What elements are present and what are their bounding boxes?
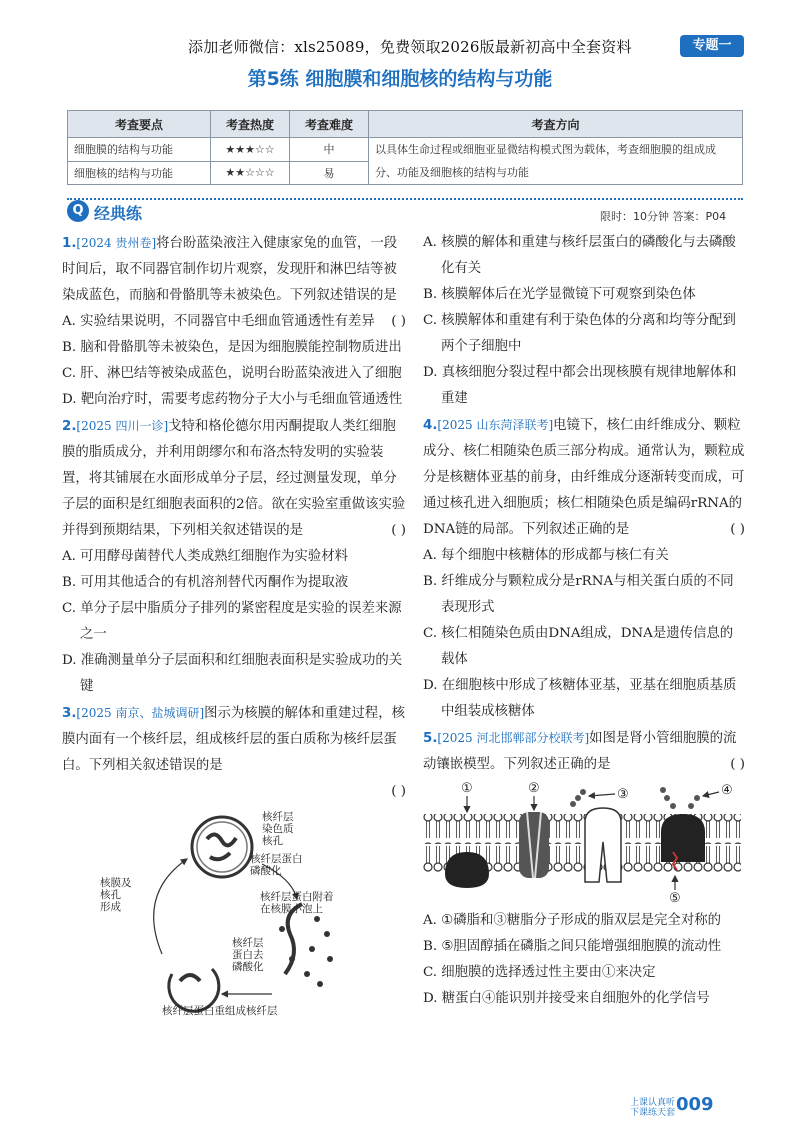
question-source: [2025 山东菏泽联考] — [437, 418, 554, 432]
cell-point: 细胞膜的结构与功能 — [68, 138, 211, 162]
question-source: [2025 四川一诊] — [76, 419, 169, 433]
figure-label: 蛋白去 — [232, 949, 264, 961]
figure-number: ④ — [721, 783, 733, 798]
option-b: B. 核膜解体后在光学显微镜下可观察到染色体 — [423, 287, 696, 302]
cell-heat: ★★★☆☆ — [211, 138, 290, 162]
col-header-heat: 考查热度 — [211, 111, 290, 138]
option-d: D. 准确测量单分子层面积和红细胞表面积是实验成功的关键 — [62, 653, 403, 694]
option-c: C. 核仁相随染色质由DNA组成，DNA是遗传信息的载体 — [423, 626, 734, 667]
section-meta: 限时：10分钟 答案：P04 — [600, 210, 727, 223]
figure-label: 在核膜小泡上 — [260, 903, 323, 915]
figure-number: ③ — [617, 787, 629, 802]
question-text: 将台盼蓝染液注入健康家兔的血管，一段时间后，取不同器官制作切片观察，发现肝和淋巴结等被染成蓝色，而脑和骨骼肌等未被染色。下列叙述错误的是 — [62, 236, 398, 303]
option-a: A. 每个细胞中核糖体的形成都与核仁有关 — [423, 548, 669, 563]
option-a: A. 核膜的解体和重建与核纤层蛋白的磷酸化与去磷酸化有关 — [423, 235, 736, 276]
page-number: 009 — [676, 1094, 714, 1115]
option-a: A. 实验结果说明，不同器官中毛细血管通透性有差异 — [62, 314, 375, 329]
figure-label: 核孔 — [262, 835, 283, 847]
nuclear-envelope-figure — [102, 809, 362, 1019]
option-c: C. 核膜解体和重建有利于染色体的分离和均等分配到两个子细胞中 — [423, 313, 736, 354]
cell-point: 细胞核的结构与功能 — [68, 161, 211, 185]
membrane-model-figure — [423, 781, 741, 906]
option-d: D. 糖蛋白④能识别并接受来自细胞外的化学信号 — [423, 991, 710, 1006]
question-source: [2025 河北邯郸部分校联考] — [437, 731, 590, 745]
question-stem — [423, 725, 745, 778]
figure-label: 核膜及 — [100, 877, 132, 889]
cell-difficulty: 中 — [290, 138, 369, 162]
col-header-difficulty: 考查难度 — [290, 111, 369, 138]
figure-label: 磷酸化 — [250, 865, 282, 877]
figure-label: 磷酸化 — [232, 961, 264, 973]
question-text: 戈特和格伦德尔用丙酮提取人类红细胞膜的脂质成分，并利用朗缪尔和布洛杰特发明的实验装置，将其铺展在水面形成单分子层，经过测量发现，单分子层的面积是红细胞表面积的2倍。欲在实验室重做该实验并得到预期结果，下列相关叙述错误的是 — [62, 419, 406, 538]
question-4 — [423, 412, 745, 725]
cell-heat: ★★☆☆☆ — [211, 161, 290, 185]
option-a: A. 可用酵母菌替代人类成熟红细胞作为实验材料 — [62, 549, 348, 564]
figure-label: 核纤层蛋白 — [250, 853, 303, 865]
answer-paren: ( ) — [391, 314, 406, 329]
cell-direction: 以具体生命过程或细胞亚显微结构模式图为载体，考查细胞膜的组成成分、功能及细胞核的结构与功能 — [369, 138, 743, 185]
question-stem — [62, 413, 406, 544]
question-3 — [62, 700, 406, 1019]
section-q-icon: Q — [67, 200, 89, 222]
question-number: 4. — [423, 418, 438, 433]
topic-badge: 专题一 — [680, 35, 744, 57]
footer-logo — [630, 1098, 675, 1118]
option-c: C. 肝、淋巴结等被染成蓝色，说明台盼蓝染液进入了细胞 — [62, 366, 402, 381]
figure-label: 核纤层蛋白附着 — [260, 891, 334, 903]
col-header-direction: 考查方向 — [369, 111, 743, 138]
question-number: 1. — [62, 236, 77, 251]
figure-caption: 核纤层蛋白重组成核纤层 — [162, 1005, 278, 1017]
question-number: 3. — [62, 706, 77, 721]
option-b: B. 纤维成分与颗粒成分是rRNA与相关蛋白质的不同表现形式 — [423, 574, 734, 615]
cell-difficulty: 易 — [290, 161, 369, 185]
figure-number: ② — [528, 781, 540, 796]
question-stem — [62, 700, 406, 805]
footer-logo-bottom: 下课练天套 — [630, 1108, 676, 1118]
figure-label: 核孔 — [100, 889, 121, 901]
footer-logo-top: 上课认真听 — [630, 1098, 676, 1108]
exam-points-table — [67, 110, 743, 185]
question-source: [2025 南京、盐城调研] — [76, 706, 205, 720]
answer-paren: ( ) — [730, 522, 745, 537]
question-text: 电镜下，核仁由纤维成分、颗粒成分、核仁相随染色质三部分构成。通常认为，颗粒成分是核糖体亚基的前身，由纤维成分逐渐转变而成，可通过核孔进入细胞质；核仁相随染色质是编码rRNA的DNA链的局部。下列叙述正确的是 — [423, 418, 745, 537]
figure-number: ⑤ — [669, 891, 681, 906]
nuclear-envelope-diagram — [102, 809, 362, 1019]
option-c: C. 细胞膜的选择透过性主要由①来决定 — [423, 965, 656, 980]
question-2 — [62, 413, 406, 700]
question-stem — [423, 412, 745, 543]
question-1 — [62, 230, 406, 413]
option-d: D. 靶向治疗时，需要考虑药物分子大小与毛细血管通透性 — [62, 392, 403, 407]
option-a: A. ①磷脂和③糖脂分子形成的脂双层是完全对称的 — [423, 913, 721, 928]
section-title: 经典练 — [94, 204, 143, 223]
question-text: 图示为核膜的解体和重建过程，核膜内面有一个核纤层，组成核纤层的蛋白质称为核纤层蛋白。下列相关叙述错误的是 — [62, 706, 405, 773]
option-b: B. 脑和骨骼肌等未被染色，是因为细胞膜能控制物质进出 — [62, 340, 402, 355]
option-b: B. 可用其他适合的有机溶剂替代丙酮作为提取液 — [62, 575, 349, 590]
page-title: 第5练 细胞膜和细胞核的结构与功能 — [247, 68, 553, 90]
figure-label: 核纤层 — [262, 811, 294, 823]
col-header-point: 考查要点 — [68, 111, 211, 138]
option-d: D. 真核细胞分裂过程中都会出现核膜有规律地解体和重建 — [423, 365, 737, 406]
right-column — [423, 230, 745, 1012]
option-b: B. ⑤胆固醇插在磷脂之间只能增强细胞膜的流动性 — [423, 939, 722, 954]
answer-paren: ( ) — [391, 523, 406, 538]
question-text: 如图是肾小管细胞膜的流动镶嵌模型。下列叙述正确的是 — [423, 731, 737, 772]
answer-paren: ( ) — [391, 784, 406, 799]
figure-label: 形成 — [100, 901, 121, 913]
figure-number: ① — [461, 781, 473, 796]
header-watermark: 添加老师微信：xls25089，免费领取2026版最新初高中全套资料 — [188, 38, 632, 56]
question-number: 5. — [423, 731, 438, 746]
option-d: D. 在细胞核中形成了核糖体亚基，亚基在细胞质基质中组装成核糖体 — [423, 678, 737, 719]
option-c: C. 单分子层中脂质分子排列的紧密程度是实验的误差来源之一 — [62, 601, 402, 642]
question-5 — [423, 725, 745, 1012]
table-row — [68, 138, 743, 162]
answer-paren: ( ) — [730, 757, 745, 772]
question-source: [2024 贵州卷] — [76, 236, 157, 250]
question-number: 2. — [62, 419, 77, 434]
left-column — [62, 230, 406, 1019]
figure-label: 染色质 — [262, 823, 294, 835]
figure-label: 核纤层 — [232, 937, 264, 949]
